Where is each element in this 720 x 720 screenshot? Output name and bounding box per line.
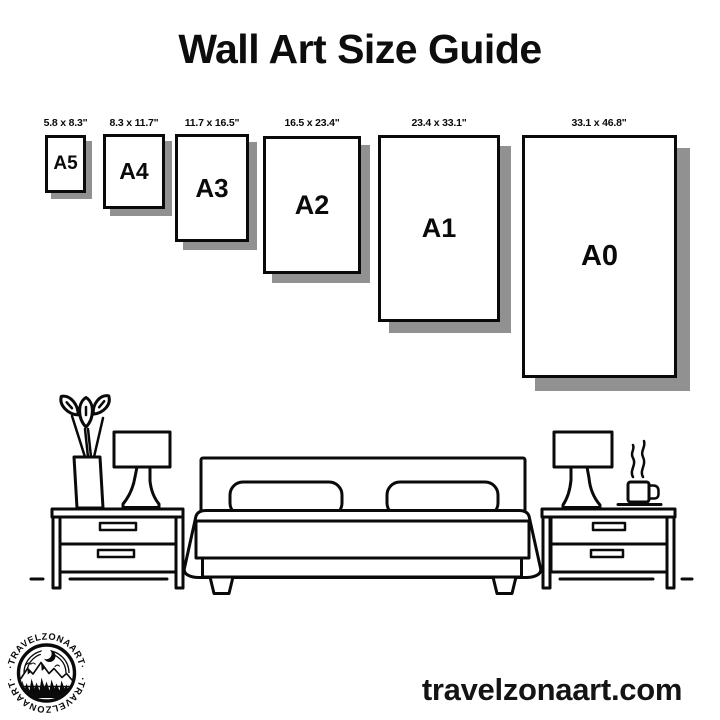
table-lamp-left [114,432,170,508]
mattress-front [196,521,529,558]
plant-vase [57,392,113,508]
bed-base [203,558,522,577]
page-title: Wall Art Size Guide [178,26,542,72]
website-url: travelzonaart.com [421,672,683,707]
logo-brand-text-bottom: ·TRAVELZONAART· [5,676,88,715]
nightstand-left [52,509,183,588]
size-name-a5: A5 [53,153,78,174]
logo-brand-text-top: ·TRAVELZONAART· [5,631,88,670]
nightstand-right [542,509,675,588]
bed-leg-right [493,577,516,594]
size-name-a3: A3 [195,172,229,203]
table-lamp-right [554,432,612,508]
brand-logo [0,628,93,720]
size-name-a2: A2 [294,189,330,220]
dimension-label-a3: 11.7 x 16.5" [184,117,240,129]
bed [184,458,541,594]
coffee-cup [618,441,661,505]
dimension-label-a4: 8.3 x 11.7" [109,117,159,129]
dimension-label-a1: 23.4 x 33.1" [411,117,467,129]
dimension-label-a0: 33.1 x 46.8" [571,117,627,129]
size-name-a1: A1 [421,213,457,243]
size-name-a0: A0 [580,240,619,272]
bed-leg-left [210,577,233,594]
size-name-a4: A4 [119,158,149,184]
dimension-label-a2: 16.5 x 23.4" [284,117,340,129]
dimension-label-a5: 5.8 x 8.3" [43,117,88,129]
